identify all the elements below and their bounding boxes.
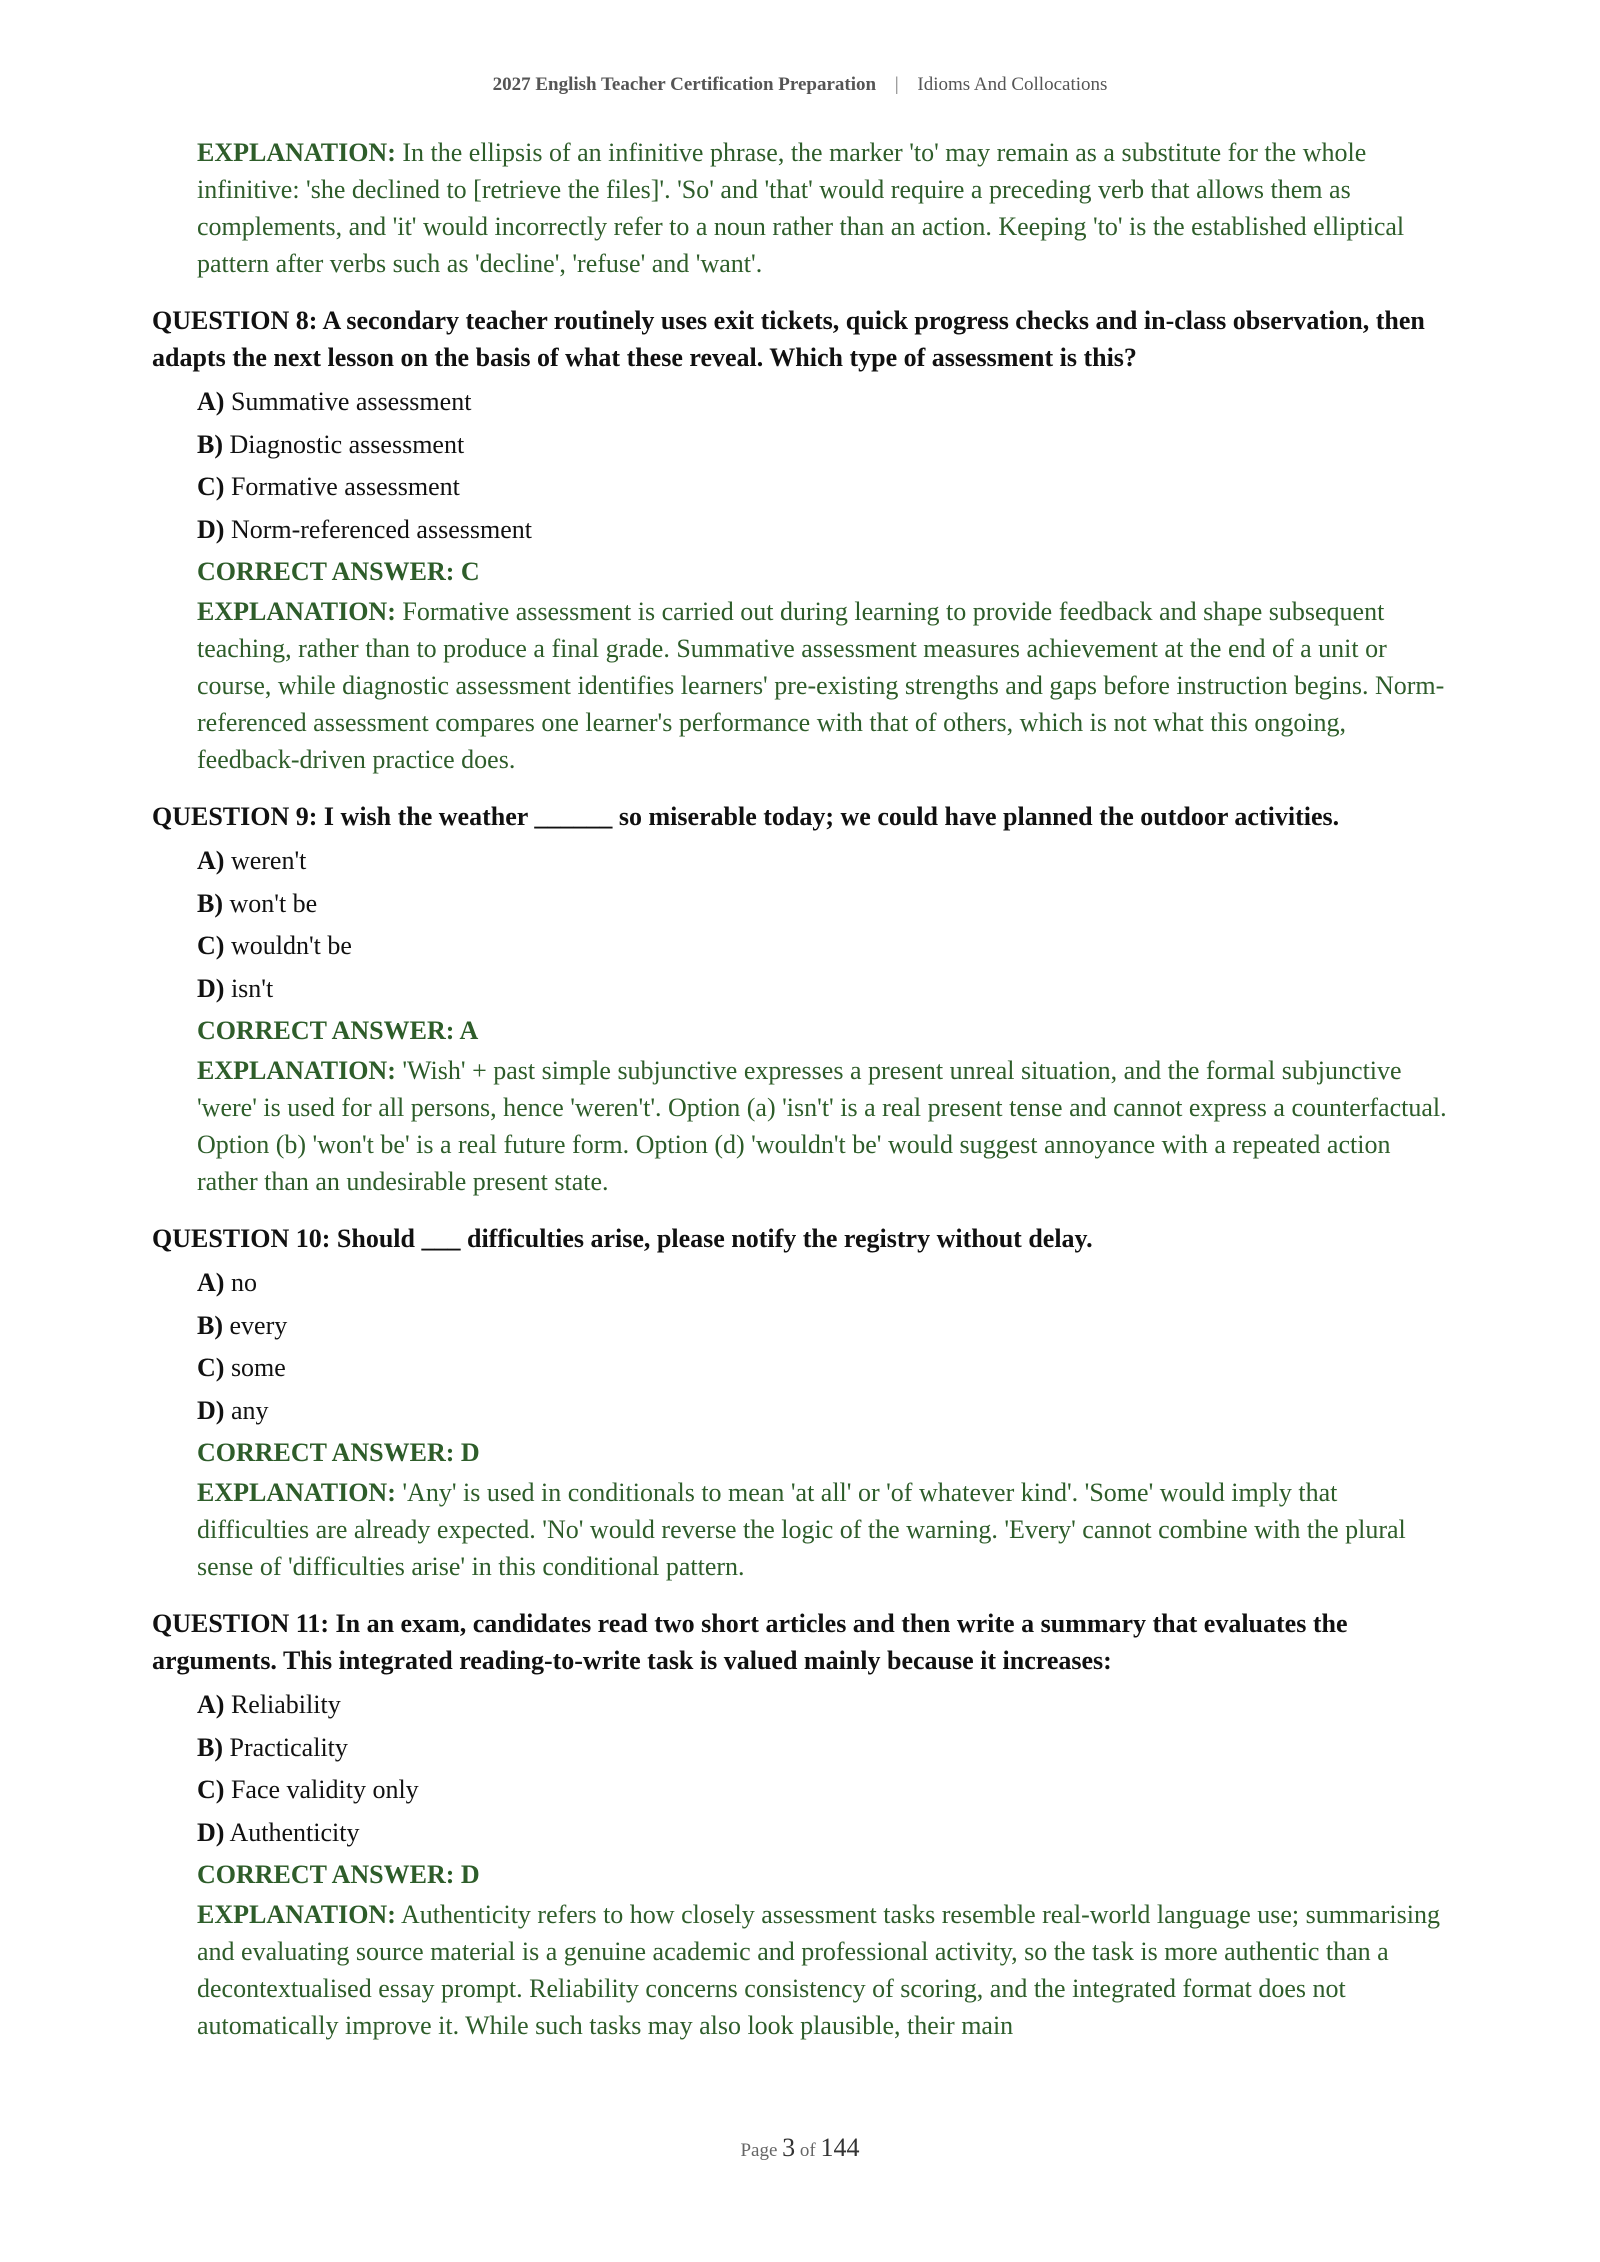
option-text: Diagnostic assessment <box>229 429 465 459</box>
explanation-label: EXPLANATION: <box>197 597 396 626</box>
option-text: no <box>230 1268 257 1297</box>
explanation-text: 'Wish' + past simple subjunctive expresses a present unreal situation, and the formal subjunctive 'were' is used for all persons, hence 'weren't'. Option (a) 'isn't' is a real present tense and cannot express a counterfactual. Option (b) 'won't be' is a real future form. Option (d) 'wouldn't be' would suggest annoyance with a repeated action rather than an undesirable present state. <box>197 1056 1447 1196</box>
option-d <box>197 509 1448 552</box>
explanation-q7 <box>197 134 1448 282</box>
option-letter: C) <box>197 1353 225 1382</box>
option-letter: A) <box>197 846 225 875</box>
explanation-q11 <box>197 1896 1448 2044</box>
explanation-label: EXPLANATION: <box>197 1478 396 1507</box>
correct-answer-9: CORRECT ANSWER: A <box>197 1016 479 1045</box>
option-b <box>197 1727 1448 1770</box>
option-d <box>197 1812 1448 1855</box>
option-letter: D) <box>197 1817 225 1847</box>
explanation-text: Formative assessment is carried out during learning to provide feedback and shape subsequent teaching, rather than to produce a final grade. Summative assessment measures achievement at the end of a unit or course, while diagnostic assessment identifies learners' pre-existing strengths and gaps before instruction begins. Norm-referenced assessment compares one learner's performance with that of others, which is not what this ongoing, feedback-driven practice does. <box>197 597 1445 774</box>
option-text: Summative assessment <box>230 387 472 416</box>
option-letter: B) <box>197 1732 223 1762</box>
option-a <box>197 381 1448 424</box>
correct-answer-10: CORRECT ANSWER: D <box>197 1438 480 1467</box>
option-a <box>197 1684 1448 1727</box>
option-letter: B) <box>197 1310 223 1340</box>
option-text: any <box>230 1395 269 1425</box>
question-8-text: QUESTION 8: A secondary teacher routinely uses exit tickets, quick progress checks and in-class observation, then adapts the next lesson on the basis of what these reveal. Which type of assessment is this? <box>152 306 1425 372</box>
option-a <box>197 840 1448 883</box>
page-header <box>0 74 1600 96</box>
option-c <box>197 466 1448 509</box>
option-text: Authenticity <box>229 1817 360 1847</box>
correct-answer-8: CORRECT ANSWER: C <box>197 557 480 586</box>
page-word: Page <box>740 2140 778 2161</box>
option-letter: D) <box>197 514 225 544</box>
question-block-10 <box>152 1220 1448 1585</box>
option-b <box>197 1305 1448 1348</box>
question-11-text: QUESTION 11: In an exam, candidates read two short articles and then write a summary that evaluates the arguments. This integrated reading-to-write task is valued mainly because it increases: <box>152 1609 1348 1675</box>
page-content <box>152 134 1448 2044</box>
page-number: 3 <box>782 2133 796 2162</box>
option-c <box>197 1769 1448 1812</box>
option-text: won't be <box>229 888 318 918</box>
option-letter: A) <box>197 387 225 416</box>
explanation-q10 <box>197 1474 1448 1585</box>
option-b <box>197 424 1448 467</box>
option-letter: C) <box>197 472 225 501</box>
question-block-11 <box>152 1605 1448 2044</box>
question-9-text: QUESTION 9: I wish the weather ______ so miserable today; we could have planned the outdoor activities. <box>152 802 1340 831</box>
page-footer <box>0 2133 1600 2163</box>
option-letter: C) <box>197 931 225 960</box>
correct-answer-11: CORRECT ANSWER: D <box>197 1860 480 1889</box>
option-c <box>197 1347 1448 1390</box>
explanation-label: EXPLANATION: <box>197 1900 396 1929</box>
explanation-label: EXPLANATION: <box>197 1056 396 1085</box>
of-word: of <box>799 2140 816 2161</box>
option-letter: A) <box>197 1268 225 1297</box>
option-text: wouldn't be <box>230 931 352 960</box>
option-letter: B) <box>197 429 223 459</box>
option-text: Face validity only <box>230 1775 419 1804</box>
header-separator: | <box>894 74 899 95</box>
option-text: Practicality <box>229 1732 348 1762</box>
document-title: 2027 English Teacher Certification Preparation <box>492 74 877 95</box>
option-letter: C) <box>197 1775 225 1804</box>
section-name: Idioms And Collocations <box>917 74 1108 95</box>
option-letter: D) <box>197 1395 225 1425</box>
option-text: isn't <box>230 973 274 1003</box>
option-text: Norm-referenced assessment <box>230 514 532 544</box>
option-text: Reliability <box>230 1690 341 1719</box>
explanation-text: In the ellipsis of an infinitive phrase, the marker 'to' may remain as a substitute for the whole infinitive: 'she declined to [retrieve the files]'. 'So' and 'that' would require a preceding verb that allows them as complements, and 'it' would incorrectly refer to a noun rather than an action. Keeping 'to' is the established elliptical pattern after verbs such as 'decline', 'refuse' and 'want'. <box>197 138 1405 278</box>
option-text: every <box>229 1310 288 1340</box>
option-letter: B) <box>197 888 223 918</box>
option-letter: A) <box>197 1690 225 1719</box>
option-d <box>197 968 1448 1011</box>
explanation-label: EXPLANATION: <box>197 138 396 167</box>
total-pages: 144 <box>820 2133 860 2162</box>
option-a <box>197 1262 1448 1305</box>
question-block-8 <box>152 302 1448 778</box>
option-d <box>197 1390 1448 1433</box>
explanation-q8 <box>197 593 1448 778</box>
option-text: weren't <box>230 846 307 875</box>
option-text: some <box>230 1353 286 1382</box>
option-c <box>197 925 1448 968</box>
option-letter: D) <box>197 973 225 1003</box>
explanation-q9 <box>197 1052 1448 1200</box>
explanation-text: Authenticity refers to how closely assessment tasks resemble real-world language use; summarising and evaluating source material is a genuine academic and professional activity, so the task is more authentic than a decontextualised essay prompt. Reliability concerns consistency of scoring, and the integrated format does not automatically improve it. While such tasks may also look plausible, their main <box>197 1900 1440 2040</box>
question-block-9 <box>152 798 1448 1200</box>
option-text: Formative assessment <box>230 472 460 501</box>
option-b <box>197 883 1448 926</box>
explanation-text: 'Any' is used in conditionals to mean 'at all' or 'of whatever kind'. 'Some' would imply that difficulties are already expected. 'No' would reverse the logic of the warning. 'Every' cannot combine with the plural sense of 'difficulties arise' in this conditional pattern. <box>197 1478 1406 1581</box>
question-10-text: QUESTION 10: Should ___ difficulties arise, please notify the registry without delay. <box>152 1224 1093 1253</box>
